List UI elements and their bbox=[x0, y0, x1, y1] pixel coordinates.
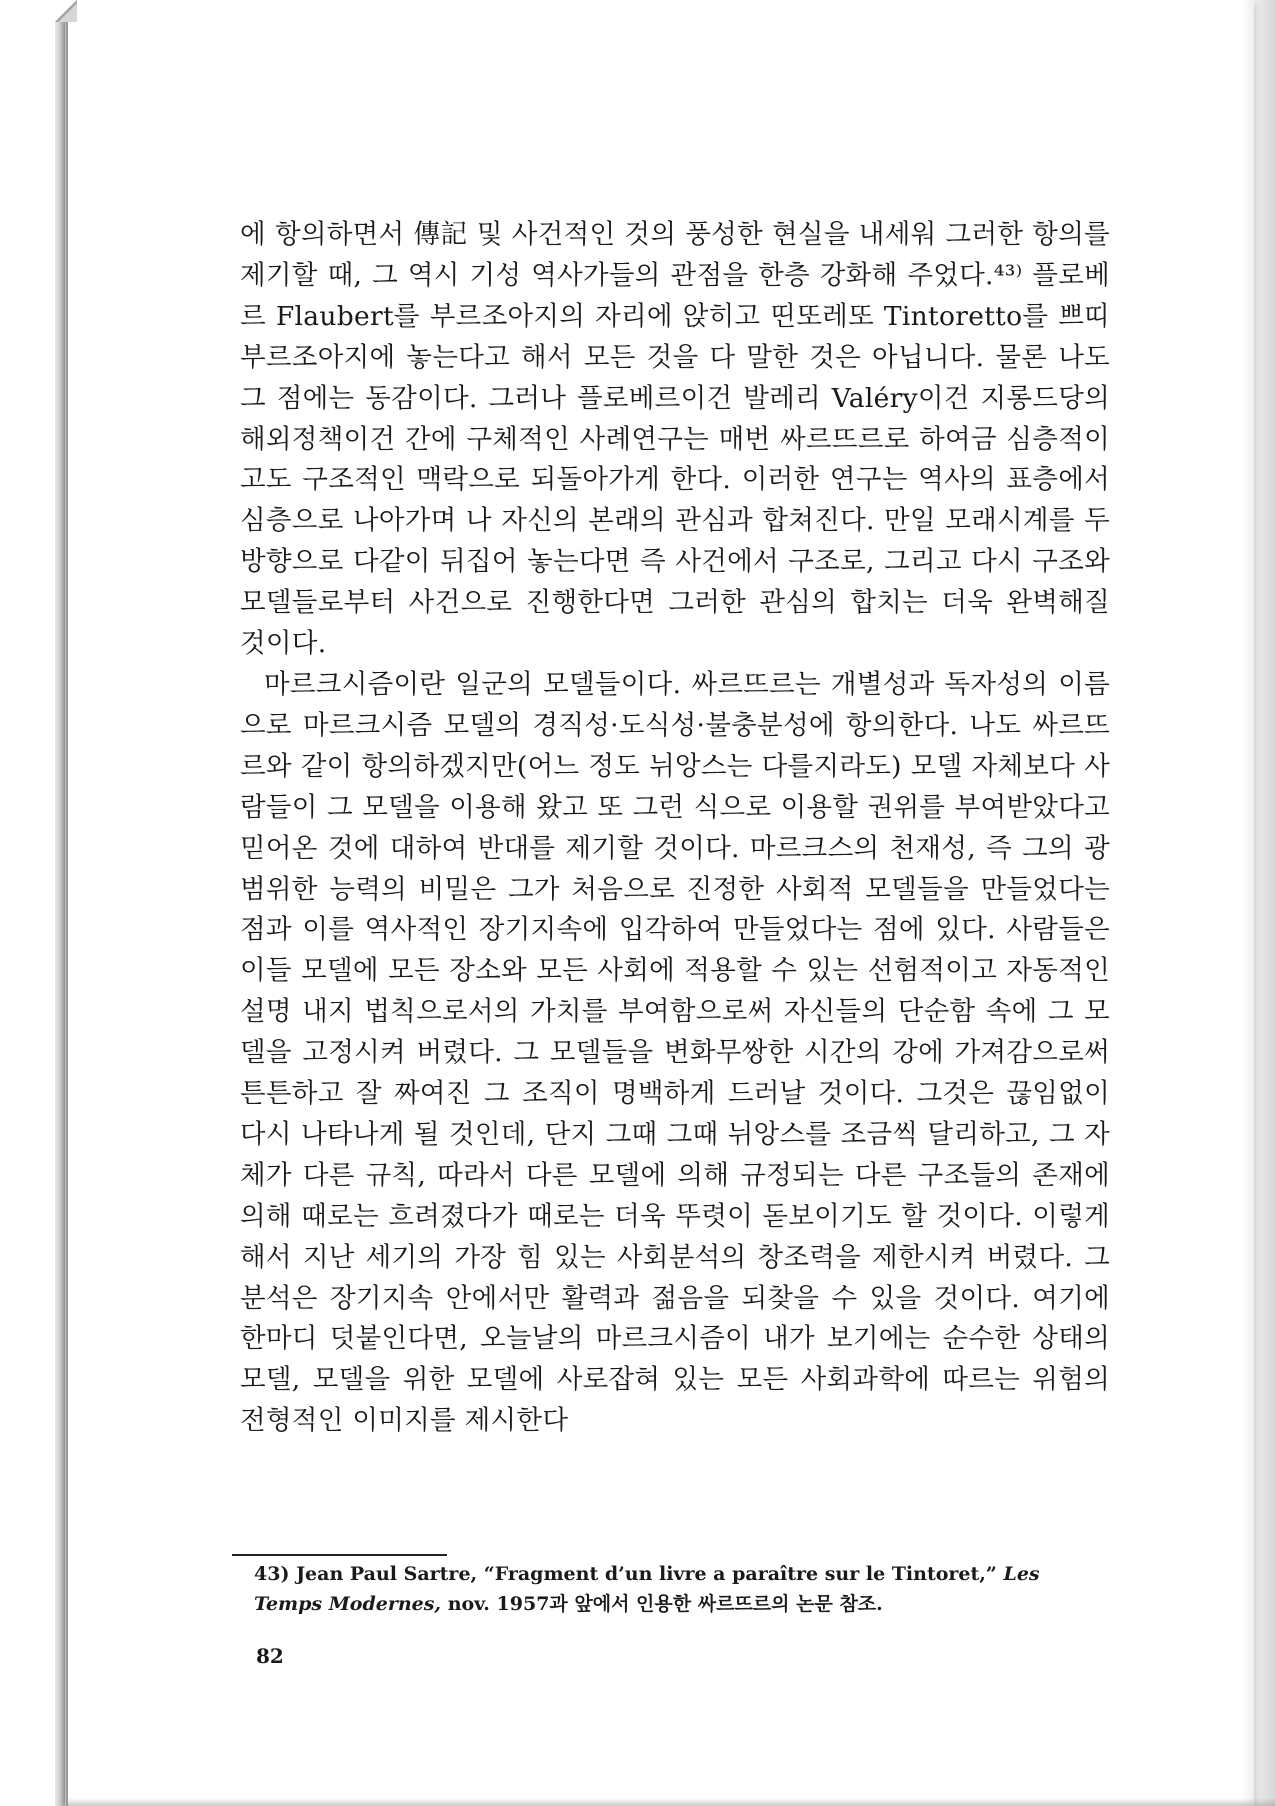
page-stack-edge bbox=[55, 0, 65, 1806]
footnote-rule bbox=[232, 1554, 447, 1556]
footnote-journal: Les Temps Modernes, bbox=[254, 1563, 1040, 1615]
paragraph-2: 마르크시즘이란 일군의 모델들이다. 싸르뜨르는 개별성과 독자성의 이름으로 마르크시즘 모델의 경직성·도식성·불충분성에 항의한다. 나도 싸르뜨르와 같이 항의하겠지만(어느 정도 뉘앙스는 다를지라도) 모델 자체보다 사람들이 그 모델을 이용해 왔고 또 그런 식으로 이용할 권위를 부여받았다고 믿어온 것에 대하여 반대를 제기할 것이다. 마르크스의 천재성, 즉 그의 광범위한 능력의 비밀은 그가 처음으로 진정한 사회적 모델들을 만들었다는 점과 이를 역사적인 장기지속에 입각하여 만들었다는 점에 있다. 사람들은 이들 모델에 모든 장소와 모든 사회에 적용할 수 있는 선험적이고 자동적인 설명 내지 법칙으로서의 가치를 부여함으로써 자신들의 단순함 속에 그 모델을 고정시켜 버렸다. 그 모델들을 변화무쌍한 시간의 강에 가져감으로써 튼튼하고 잘 짜여진 그 조직이 명백하게 드러날 것이다. 그것은 끊임없이 다시 나타나게 될 것인데, 단지 그때 그때 뉘앙스를 조금씩 달리하고, 그 자체가 다른 규칙, 따라서 다른 모델에 의해 규정되는 다른 구조들의 존재에 의해 때로는 흐려졌다가 때로는 더욱 뚜렷이 돋보이기도 할 것이다. 이렇게 해서 지난 세기의 가장 힘 있는 사회분석의 창조력을 제한시켜 버렸다. 그 분석은 장기지속 안에서만 활력과 젊음을 되찾을 수 있을 것이다. 여기에 한마디 덧붙인다면, 오늘날의 마르크시즘이 내가 보기에는 순수한 상태의 모델, 모델을 위한 모델에 사로잡혀 있는 모든 사회과학에 따르는 위험의 전형적인 이미지를 제시한다 bbox=[240, 668, 1110, 1437]
footnote-line-1 bbox=[254, 1559, 1104, 1619]
page-bottom-shadow bbox=[66, 1798, 1275, 1806]
body-text bbox=[240, 215, 1110, 1442]
footnote bbox=[254, 1559, 1104, 1619]
page-number: 82 bbox=[256, 1644, 284, 1668]
footnote-marker: 43) bbox=[254, 1563, 290, 1585]
page-corner-fold bbox=[55, 0, 77, 22]
paragraph-1: 에 항의하면서 傳記 및 사건적인 것의 풍성한 현실을 내세워 그러한 항의를 제기할 때, 그 역시 기성 역사가들의 관점을 한층 강화해 주었다.⁴³⁾ 플로베르 Flaubert를 부르조아지의 자리에 앉히고 띤또레또 Tintoretto를 쁘띠 부르조아지에 놓는다고 해서 모든 것을 다 말한 것은 아닙니다. 물론 나도 그 점에는 동감이다. 그러나 플로베르이건 발레리 Valéry이건 지롱드당의 해외정책이건 간에 구체적인 사례연구는 매번 싸르뜨르로 하여금 심층적이고도 구조적인 맥락으로 되돌아가게 한다. 이러한 연구는 역사의 표층에서 심층으로 나아가며 나 자신의 본래의 관심과 합쳐진다. 만일 모래시계를 두 방향으로 다같이 뒤집어 놓는다면 즉 사건에서 구조로, 그리고 다시 구조와 모델들로부터 사건으로 진행한다면 그러한 관심의 합치는 더욱 완벽해질 것이다. bbox=[240, 219, 1110, 660]
page-right-shadow bbox=[1241, 0, 1275, 1806]
footnote-citation-end: nov. 1957과 앞에서 인용한 싸르뜨르의 논문 참조. bbox=[447, 1593, 883, 1615]
footnote-citation: Jean Paul Sartre, “Fragment d’un livre a paraître sur le Tintoret,” bbox=[296, 1563, 997, 1585]
